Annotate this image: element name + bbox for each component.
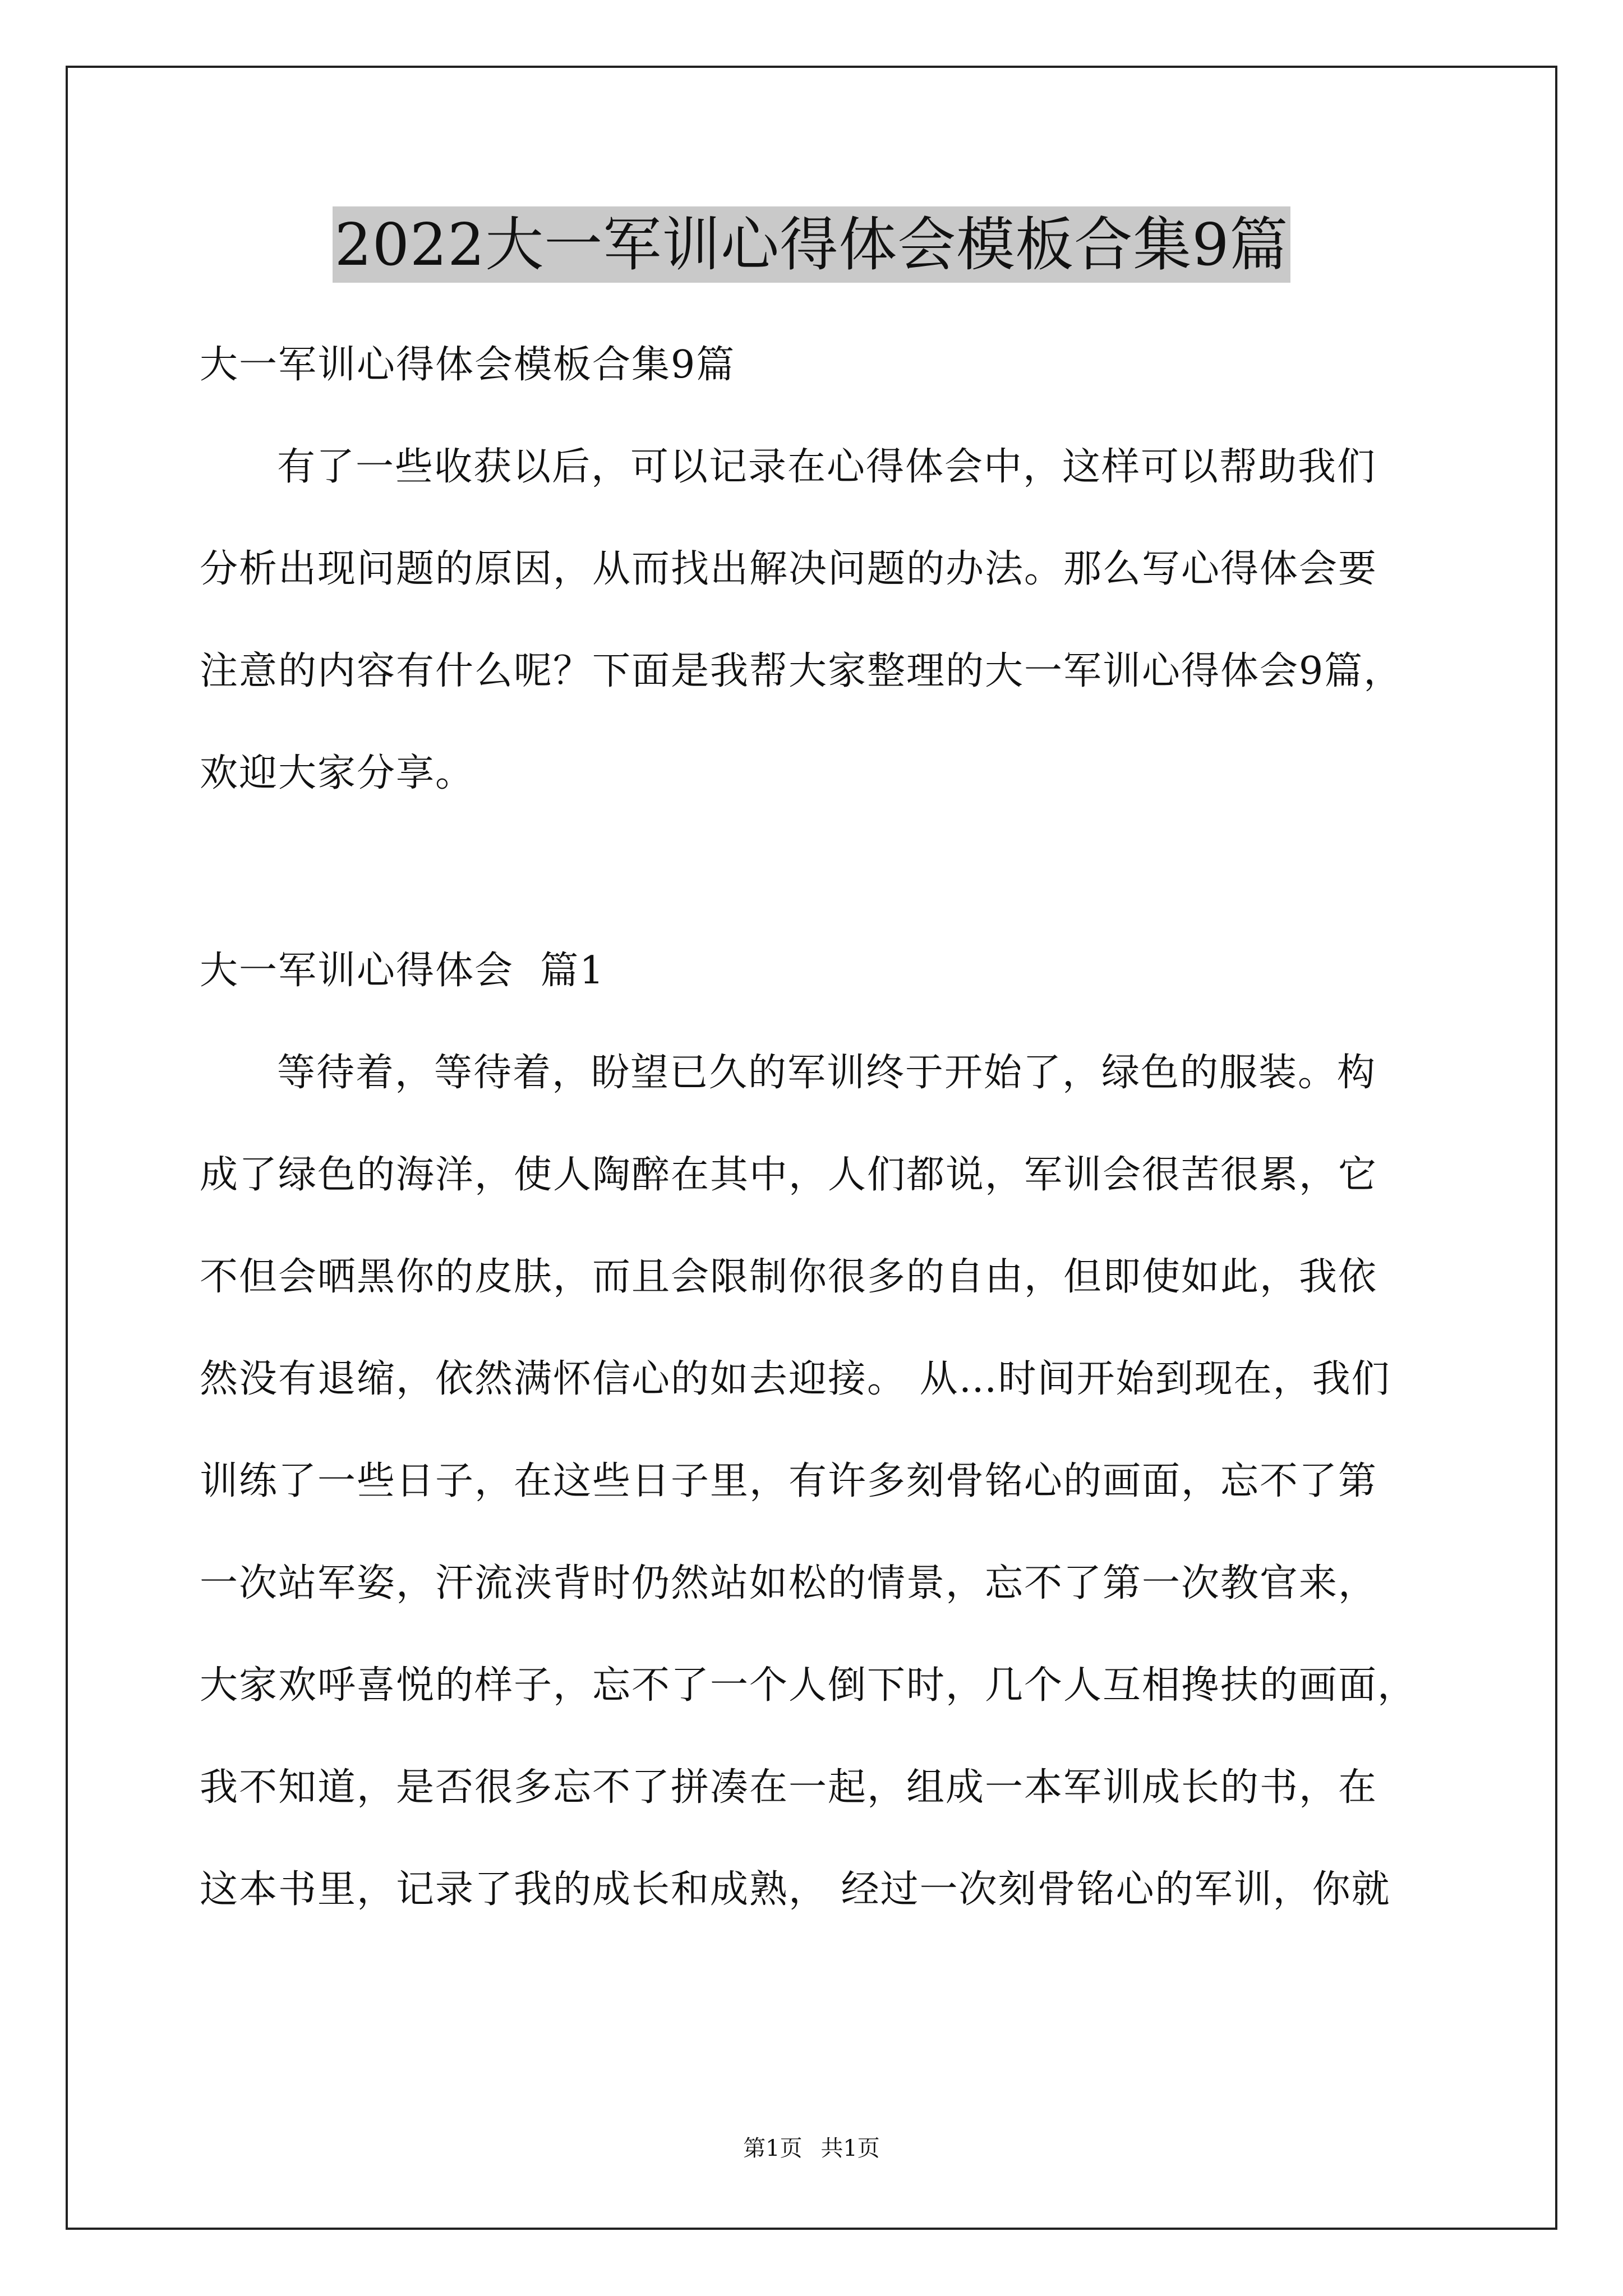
body-line: 不但会晒黑你的皮肤，而且会限制你很多的自由，但即使如此，我依	[200, 1255, 1378, 1299]
body-line: 训练了一些日子，在这些日子里，有许多刻骨铭心的画面，忘不了第	[200, 1459, 1378, 1503]
title-wrap	[0, 206, 1623, 283]
page-number-current: 第1页	[743, 2136, 803, 2161]
body-line: 大家欢呼喜悦的样子，忘不了一个人倒下时，几个人互相搀扶的画面，	[200, 1663, 1417, 1708]
document-subtitle: 大一军训心得体会模板合集9篇	[200, 343, 736, 387]
section-heading: 大一军训心得体会 篇1	[200, 949, 605, 993]
body-line: 等待着，等待着，盼望已久的军训终于开始了，绿色的服装。构	[277, 1051, 1377, 1095]
body-line: 我不知道，是否很多忘不了拼凑在一起，组成一本军训成长的书，在	[200, 1765, 1378, 1810]
intro-line: 有了一些收获以后，可以记录在心得体会中，这样可以帮助我们	[277, 445, 1377, 489]
section-gap	[200, 825, 1456, 920]
body-line: 然没有退缩，依然满怀信心的如去迎接。 从…时间开始到现在，我们	[200, 1357, 1391, 1401]
intro-line: 分析出现问题的原因，从而找出解决问题的办法。那么写心得体会要	[200, 547, 1378, 591]
document-body	[200, 314, 1456, 1941]
intro-line: 注意的内容有什么呢？下面是我帮大家整理的大一军训心得体会9篇，	[200, 649, 1403, 693]
document-title: 2022大一军训心得体会模板合集9篇	[333, 206, 1291, 283]
body-line: 成了绿色的海洋，使人陶醉在其中，人们都说，军训会很苦很累，它	[200, 1153, 1378, 1197]
page-footer	[0, 2132, 1623, 2165]
body-line: 这本书里，记录了我的成长和成熟， 经过一次刻骨铭心的军训，你就	[200, 1867, 1391, 1912]
body-line: 一次站军姿，汗流浃背时仍然站如松的情景，忘不了第一次教官来，	[200, 1561, 1378, 1605]
intro-line: 欢迎大家分享。	[200, 751, 475, 795]
page-number-total: 共1页	[820, 2136, 880, 2161]
